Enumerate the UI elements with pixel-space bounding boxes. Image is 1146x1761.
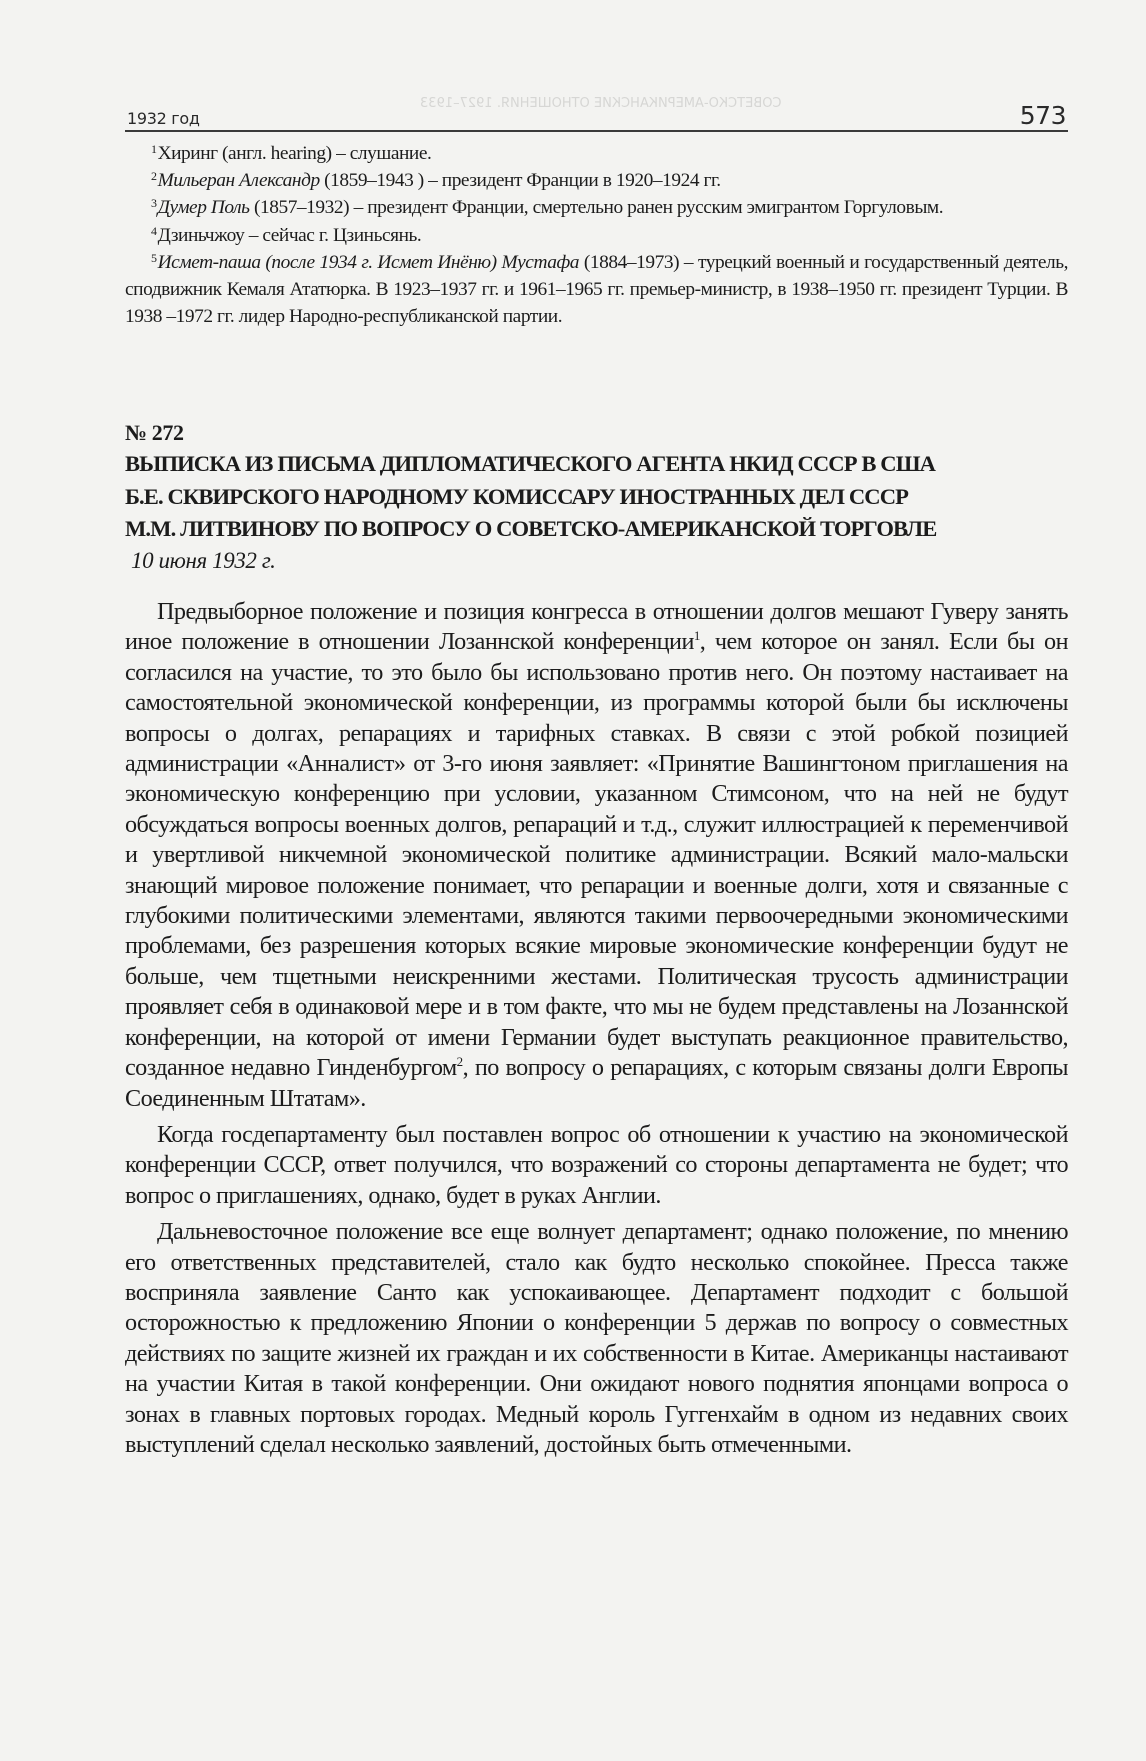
footnote bbox=[125, 222, 1068, 249]
footnote-text: (1859–1943 ) – президент Франции в 1920–1924 гг. bbox=[319, 170, 721, 192]
running-header-section: 1932 год bbox=[127, 109, 200, 128]
document-title bbox=[125, 448, 1085, 546]
document-title-line: Б.Е. СКВИРСКОГО НАРОДНОМУ КОМИССАРУ ИНОСТРАННЫХ ДЕЛ СССР bbox=[125, 483, 909, 509]
footnote-text: (1884–1973) – турецкий военный и государственный деятель, сподвижник Кемаля Ататюрка. В 1923–1937 гг. и 1961–1965 гг. премьер-министр, в 1938–1950 гг. президент Турции. В 1938 –1972 гг. лидер Народно-республиканской партии. bbox=[125, 251, 1068, 328]
footnote-marker: 1 bbox=[151, 142, 157, 156]
footnote-text: (1857–1932) – президент Франции, смертельно ранен русским эмигрантом Горгуловым. bbox=[249, 197, 944, 219]
paragraph-text: Дальневосточное положение все еще волнует департамент; однако положение, по мнению его ответственных представителей, стало как будто несколько спокойнее. Пресса также восприняла заявление Санто как успокаивающее. Департамент подходит с большой осторожностью к предложению Японии о конференции 5 держав по вопросу о совместных действиях по защите жизней их граждан и их собственности в Китае. Американцы настаивают на участии Китая в такой конференции. Они ожидают нового поднятия японцами вопроса о зонах в главных портовых городах. Медный король Гуггенхайм в одном из недавних своих выступлений сделал несколько заявлений, достойных быть отмеченными. bbox=[125, 1218, 1068, 1458]
document-body bbox=[125, 597, 1068, 1466]
running-header bbox=[125, 100, 1068, 132]
footnote-name: Исмет-паша (после 1934 г. Исмет Инёню) Мустафа bbox=[157, 251, 580, 273]
footnote-text: Дзиньчжоу – сейчас г. Цзиньсянь. bbox=[157, 224, 422, 246]
paragraph-text: Когда госдепартаменту был поставлен вопрос об отношении к участию на экономической конференции СССР, ответ получился, что возражений со стороны департамента не будет; что вопрос о приглашениях, однако, будет в руках Англии. bbox=[125, 1120, 1068, 1209]
document-title-line: ВЫПИСКА ИЗ ПИСЬМА ДИПЛОМАТИЧЕСКОГО АГЕНТА НКИД СССР В США bbox=[125, 451, 936, 476]
paragraph-text: , чем которое он занял. Если бы он согласился на участие, то это было бы использовано против него. Он поэтому настаивает на самостоятельной экономической конференции, из программы которой были бы исключены вопросы о долгах, репарациях и тарифных ставках. В связи с этой робкой позицией администрации «Анналист» от 3-го июня заявляет: «Принятие Вашингтоном приглашения на экономическую конференцию при условии, указанном Стимсоном, что на ней не будут обсуждаться вопросы военных долгов, репараций и т.д., служит иллюстрацией к переменчивой и увертливой никчемной экономической политике администрации. Всякий мало-мальски знающий мировое положение понимает, что репарации и военные долги, хотя и связанные с глубокими политическими элементами, являются такими первоочередными экономическими проблемами, без разрешения которых всякие мировые экономические конференции будут не больше, чем тщетными неискренними жестами. Политическая трусость администрации проявляет себя в одинаковой мере и в том факте, что мы не будем представлены на Лозаннской конференции, на которой от имени Германии будет выступать реакционное правительство, созданное недавно Гинденбургом bbox=[125, 628, 1068, 1082]
body-paragraph bbox=[125, 1120, 1068, 1211]
footnote-reference: 1 bbox=[693, 628, 700, 644]
document-title-line: М.М. ЛИТВИНОВУ ПО ВОПРОСУ О СОВЕТСКО-АМЕРИКАНСКОЙ ТОРГОВЛЕ bbox=[125, 516, 937, 541]
footnote-marker: 5 bbox=[151, 250, 157, 265]
bleed-through-text: СОВЕТСКО-АМЕРИКАНСКИЕ ОТНОШЕНИЯ. 1927–1933 bbox=[420, 96, 782, 111]
footnote-text: Хиринг (англ. hearing) – слушание. bbox=[157, 143, 432, 164]
footnote bbox=[125, 249, 1068, 331]
footnote-name: Мильеран Александр bbox=[157, 170, 320, 192]
footnote bbox=[125, 194, 1068, 221]
footnote bbox=[125, 140, 1068, 167]
footnote-name: Думер Поль bbox=[157, 197, 250, 219]
page-number: 573 bbox=[1019, 101, 1066, 130]
footnotes bbox=[125, 140, 1068, 330]
footnote-marker: 2 bbox=[151, 169, 157, 184]
paragraph-text: , по вопросу о репарациях, с которым связаны долги Европы Соединенным Штатам». bbox=[125, 1054, 1068, 1112]
body-paragraph bbox=[125, 1217, 1068, 1460]
document-date: 10 июня 1932 г. bbox=[131, 548, 276, 573]
paragraph-text: Предвыборное положение и позиция конгресса в отношении долгов мешают Гуверу занять иное положение в отношении Лозаннской конференции bbox=[125, 598, 1068, 656]
footnote bbox=[125, 167, 1068, 194]
footnote-marker: 3 bbox=[151, 196, 157, 211]
footnote-marker: 4 bbox=[151, 223, 157, 238]
footnote-reference: 2 bbox=[456, 1054, 463, 1070]
body-paragraph bbox=[125, 597, 1068, 1114]
document-number: № 272 bbox=[125, 420, 184, 445]
